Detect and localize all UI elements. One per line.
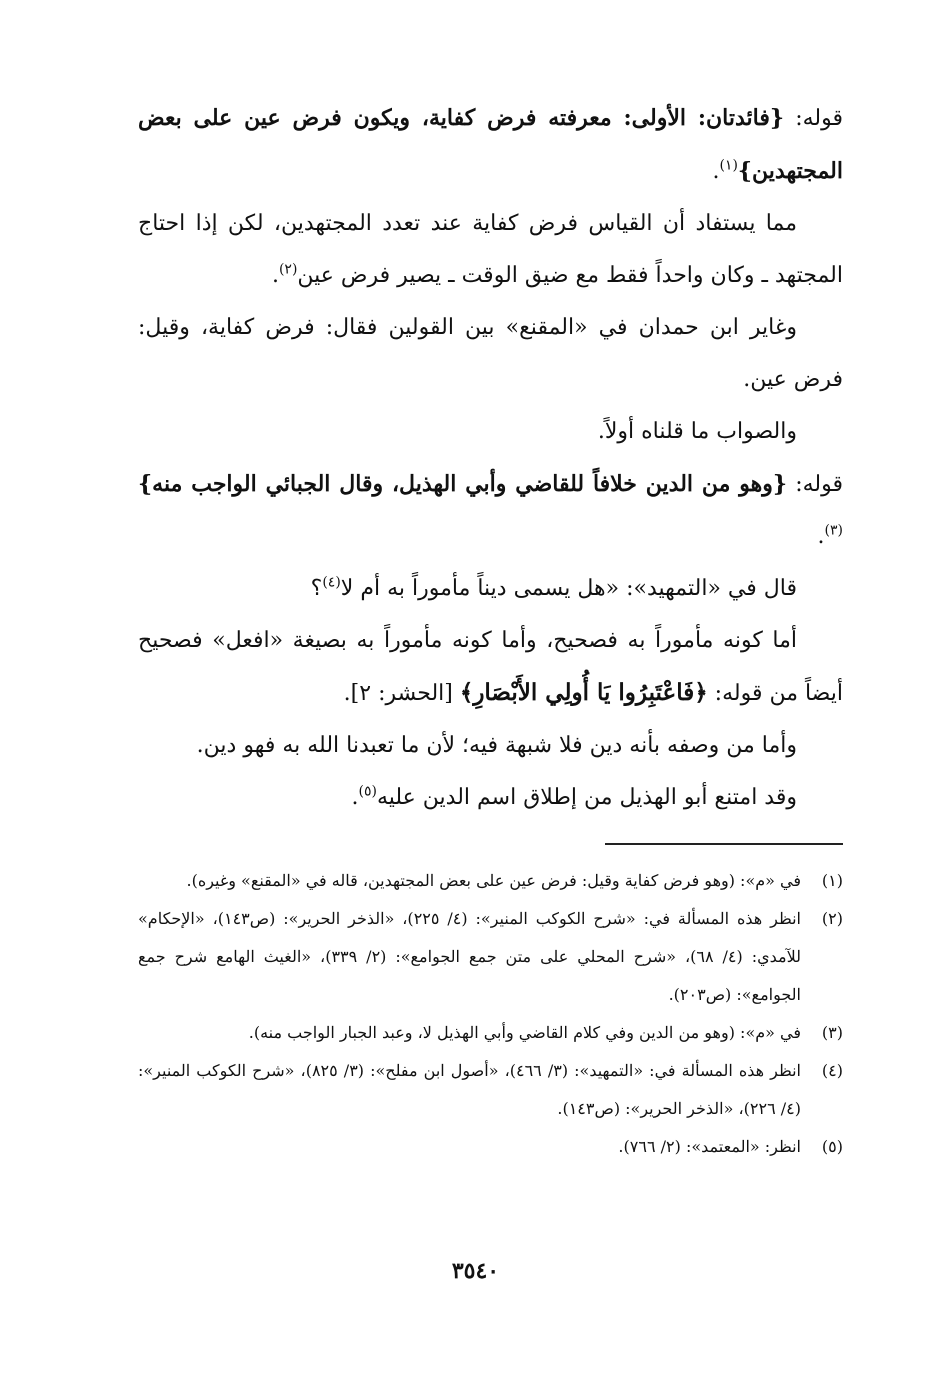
- paragraph-suffix: .: [271, 263, 279, 288]
- footnote-item: [138, 1052, 843, 1128]
- paragraph-prefix: قوله:: [787, 472, 843, 497]
- footnote-item: [138, 900, 843, 1014]
- page-number: ٣٥٤٠: [451, 1258, 500, 1284]
- paragraph-3: [138, 302, 843, 406]
- paragraph-6: [138, 563, 843, 615]
- paragraph-text: وقد امتنع أبو الهذيل من إطلاق اسم الدين عليه: [376, 785, 797, 810]
- footnote-ref: (٤): [322, 574, 341, 591]
- footnote-ref: (١): [719, 157, 738, 174]
- footnote-text: انظر هذه المسألة في: «شرح الكوكب المنير»: (٤/ ٢٢٥)، «الذخر الحرير»: (ص١٤٣)، «الإحكام» للآمدي: (٤/ ٦٨)، «شرح المحلي على متن جمع الجوامع»: (٢/ ٣٣٩)، «الغيث الهامع شرح جمع الجوامع»: (ص٢٠٣).: [138, 909, 801, 1004]
- footnote-number: (١): [821, 871, 843, 890]
- footnote-number: (٥): [821, 1137, 843, 1156]
- paragraph-suffix: [الحشر: ٢].: [343, 681, 460, 706]
- paragraph-7: [138, 615, 843, 720]
- footnote-separator: [605, 843, 843, 845]
- paragraph-suffix: ؟: [310, 576, 323, 601]
- quoted-matn: {وهو من الدين خلافاً للقاضي وأبي الهذيل، وقال الجبائي الواجب منه}: [138, 471, 787, 497]
- footnote-ref: (٢): [278, 261, 298, 278]
- main-text: [138, 92, 843, 824]
- paragraph-4: [138, 406, 843, 458]
- paragraph-suffix: .: [712, 159, 720, 184]
- quran-verse: ﴿فَاعْتَبِرُوا يَا أُولِي الأَبْصَارِ﴾: [459, 679, 708, 706]
- paragraph-9: [138, 772, 843, 824]
- footnote-item: [138, 1014, 843, 1052]
- footnote-number: (٢): [821, 909, 843, 928]
- paragraph-8: [138, 720, 843, 772]
- paragraph-text: وأما من وصفه بأنه دين فلا شبهة فيه؛ لأن ما تعبدنا الله به فهو دين.: [196, 733, 797, 758]
- footnote-item: [138, 1128, 843, 1166]
- paragraph-text: قال في «التمهيد»: «هل يسمى ديناً مأموراً به أم لا: [340, 576, 797, 601]
- paragraph-text: والصواب ما قلناه أولاً.: [597, 419, 797, 444]
- footnote-ref: (٥): [358, 783, 377, 800]
- footnote-number: (٣): [821, 1023, 843, 1042]
- paragraph-2: [138, 198, 843, 302]
- paragraph-suffix: .: [817, 524, 825, 549]
- footnote-text: في «م»: (وهو من الدين وفي كلام القاضي وأبي الهذيل لا، وعبد الجبار الواجب منه).: [248, 1023, 801, 1042]
- paragraph-text: وغاير ابن حمدان في «المقنع» بين القولين فقال: فرض كفاية، وقيل: فرض عين.: [138, 315, 843, 392]
- footnote-item: [138, 862, 843, 900]
- footnote-number: (٤): [821, 1061, 843, 1080]
- footnote-text: في «م»: (وهو فرض كفاية وقيل: فرض عين على بعض المجتهدين، قاله في «المقنع» وغيره).: [186, 871, 801, 890]
- paragraph-text: أما كونه مأموراً به فصحيح، وأما كونه مأموراً به بصيغة «افعل» فصحيح أيضاً من قوله:: [138, 628, 843, 706]
- paragraph-text: مما يستفاد أن القياس فرض كفاية عند تعدد المجتهدين، لكن إذا احتاج المجتهد ـ وكان واحداً فقط مع ضيق الوقت ـ يصير فرض عين: [138, 211, 843, 288]
- quoted-matn: {فائدتان: الأولى: معرفته فرض كفاية، ويكون فرض عين على بعض المجتهدين}: [138, 105, 843, 184]
- footnote-text: انظر: «المعتمد»: (٢/ ٧٦٦).: [618, 1137, 801, 1156]
- footnotes: [138, 862, 843, 1166]
- paragraph-suffix: .: [351, 785, 359, 810]
- footnote-ref: (٣): [824, 522, 843, 539]
- paragraph-1: [138, 92, 843, 198]
- paragraph-5: [138, 458, 843, 563]
- paragraph-prefix: قوله:: [784, 106, 844, 131]
- footnote-text: انظر هذه المسألة في: «التمهيد»: (٣/ ٤٦٦)، «أصول ابن مفلح»: (٣/ ٨٢٥)، «شرح الكوكب المنير»: (٤/ ٢٢٦)، «الذخر الحرير»: (ص١٤٣).: [138, 1061, 802, 1118]
